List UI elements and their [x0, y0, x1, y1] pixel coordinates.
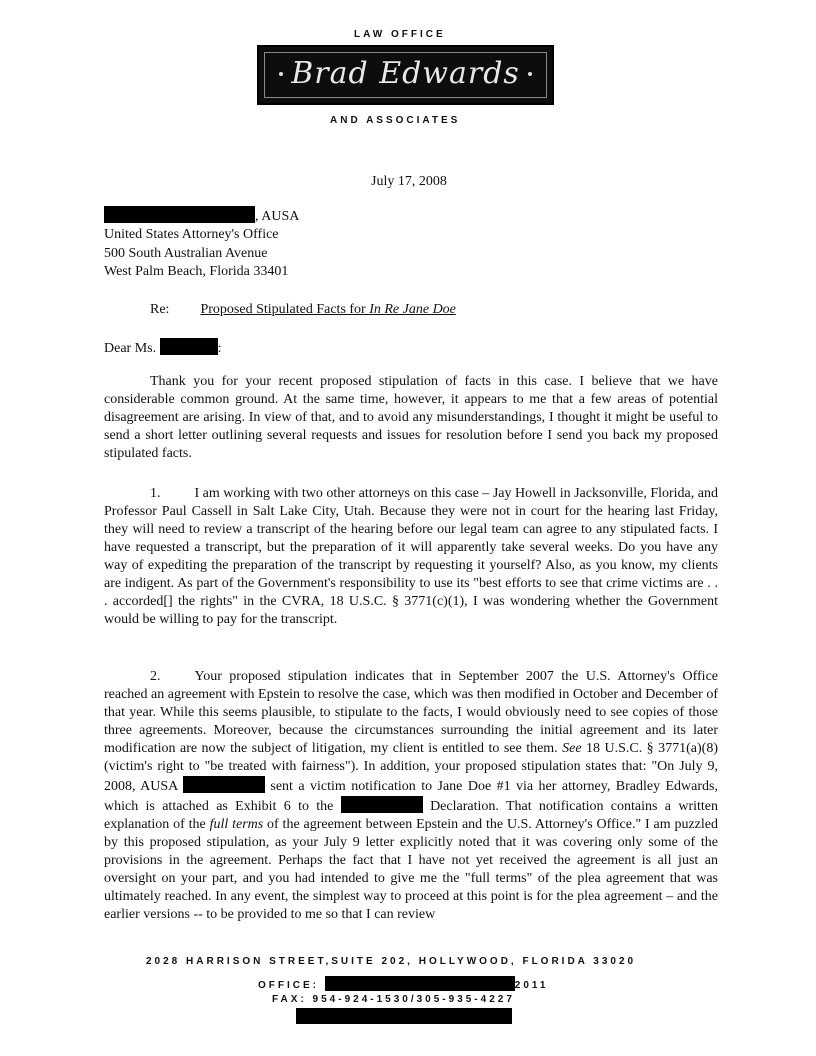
recipient-office: United States Attorney's Office	[104, 227, 279, 242]
body-paragraph-1: Thank you for your recent proposed stipulation of facts in this case. I believe that we have considerable common ground. At the same time, however, it appears to me that a few areas of potential disagreement are arising. In view of that, and to avoid any misunderstandings, I thought it might be useful to send a short letter outlining several requests and issues for resolution before I send you back my proposed stipulated facts.	[104, 374, 718, 461]
recipient-city: West Palm Beach, Florida 33401	[104, 264, 289, 279]
footer-fax: FAX: 954-924-1530/305-935-4227	[272, 994, 515, 1005]
re-subject: Proposed Stipulated Facts for In Re Jane Doe	[200, 302, 456, 317]
recipient-name-line	[104, 206, 299, 226]
redaction-block	[183, 776, 265, 793]
firm-logo	[257, 45, 554, 105]
letterhead-bottom-line: AND ASSOCIATES	[330, 115, 461, 126]
re-line	[150, 301, 456, 319]
letter-date: July 17, 2008	[371, 174, 447, 189]
body-paragraph-numbered-1: 1. I am working with two other attorneys on this case – Jay Howell in Jacksonville, Florida, and Professor Paul Cassell in Salt Lake City, Utah. Because they were not in court for the hearing last Friday, they will need to review a transcript of the hearing before our legal team can agree to any stipulated facts. I have requested a transcript, but the preparation of it will apparently take several weeks. Do you have any way of expediting the preparation of the transcript by requesting it yourself? Also, as you know, my clients are indigent. As part of the Government's responsibility to use its "best efforts to see that crime victims are . . . accorded[] the rights" in the CVRA, 18 U.S.C. § 3771(c)(1), I was wondering whether the Government would be willing to pay for the transcript.	[104, 486, 718, 627]
redaction-block	[341, 796, 423, 813]
re-label: Re:	[150, 302, 170, 317]
item-number: 1.	[150, 486, 161, 501]
redaction-block	[160, 338, 218, 355]
redaction-block	[296, 1008, 512, 1024]
redaction-block	[325, 976, 515, 991]
recipient-title: , AUSA	[255, 209, 300, 224]
item-number: 2.	[150, 669, 161, 684]
redaction-block	[104, 206, 255, 223]
logo-text: Brad Edwards	[291, 56, 520, 91]
footer-address: 2028 HARRISON STREET,SUITE 202, HOLLYWOOD, FLORIDA 33020	[146, 956, 637, 967]
recipient-street: 500 South Australian Avenue	[104, 246, 268, 261]
body-paragraph-numbered-2: 2. Your proposed stipulation indicates that in September 2007 the U.S. Attorney's Office reached an agreement with Epstein to resolve the case, which was then modified in October and December of that year. While this seems plausible, to stipulate to the facts, I would obviously need to see copies of those three agreements. Moreover, because the circumstances surrounding the initial agreement and its later modification are now the subject of litigation, my client is entitled to see them. See 18 U.S.C. § 3771(a)(8) (victim's right to "be treated with fairness"). In addition, your proposed stipulation states that: "On July 9, 2008, AUSA sent a victim notification to Jane Doe #1 via her attorney, Bradley Edwards, which is attached as Exhibit 6 to the Declaration. That notification contains a written explanation of the full terms of the agreement between Epstein and the U.S. Attorney's Office." I am puzzled by this proposed stipulation, as your July 9 letter explicitly noted that it was covering only some of the provisions in the agreement. Perhaps the fact that I have not yet received the agreement is all just an oversight on your part, and you had intended to give me the "full terms" of the plea agreement that was ultimately reached. In any event, the simplest way to proceed at this point is for the plea agreement – and the earlier versions -- to be provided to me so that I can review	[104, 669, 719, 922]
footer-office-line: OFFICE: 2011	[258, 976, 548, 991]
letterhead-top-line: LAW OFFICE	[354, 29, 446, 40]
salutation: Dear Ms. :	[104, 338, 222, 358]
